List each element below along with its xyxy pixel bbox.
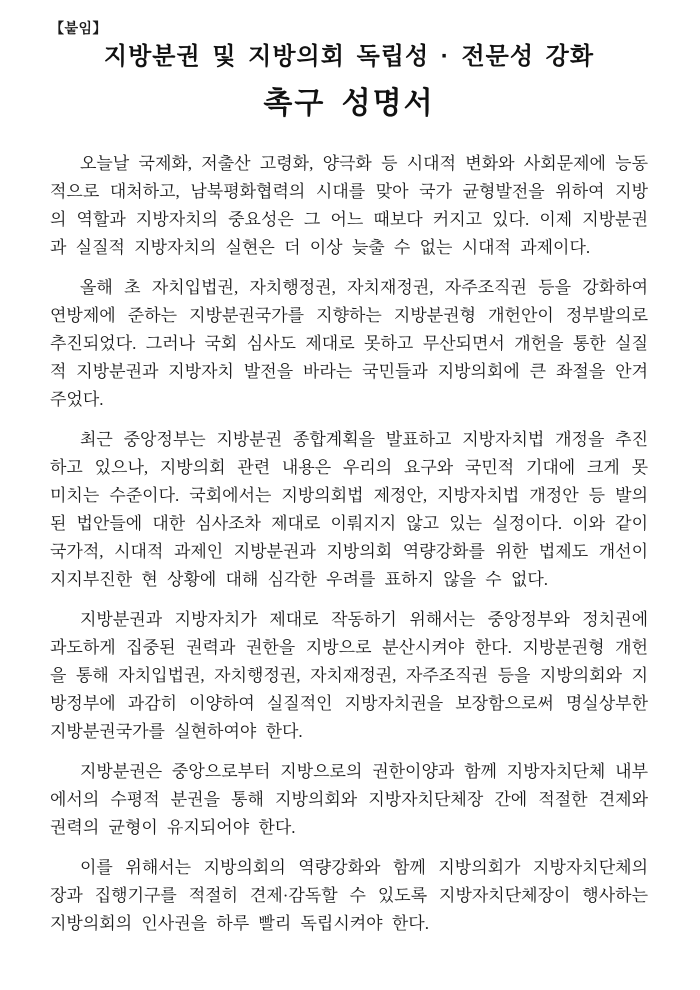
paragraph-5: 지방분권은 중앙으로부터 지방으로의 권한이양과 함께 지방자치단체 내부에서의 수평적 분권을 통해 지방의회와 지방자치단체장 간에 적절한 견제와 권력의 균형이 유지되어야 한다. <box>50 762 648 837</box>
document-title-line1: 지방분권 및 지방의회 독립성 · 전문성 강화 <box>103 43 595 70</box>
paragraph-3: 최근 중앙정부는 지방분권 종합계획을 발표하고 지방자치법 개정을 추진하고 있으나, 지방의회 관련 내용은 우리의 요구와 국민적 기대에 크게 못 미치는 수준이다. 국회에서는 지방의회법 제정안, 지방자치법 개정안 등 발의된 법안들에 대한 심사조차 제대로 이뤄지지 않고 있는 실정이다. 이와 같이 국가적, 시대적 과제인 지방분권과 지방의회 역량강화를 위한 법제도 개선이 지지부진한 현 상황에 대해 심각한 우려를 표하지 않을 수 없다. <box>50 430 648 589</box>
document-title-line2: 촉구 성명서 <box>263 87 435 120</box>
paragraph-1: 오늘날 국제화, 저출산 고령화, 양극화 등 시대적 변화와 사회문제에 능동적으로 대처하고, 남북평화협력의 시대를 맞아 국가 균형발전을 위하여 지방의 역할과 지방자치의 중요성은 그 어느 때보다 커지고 있다. 이제 지방분권과 실질적 지방자치의 실현은 더 이상 늦출 수 없는 시대적 과제이다. <box>50 154 648 257</box>
paragraph-4: 지방분권과 지방자치가 제대로 작동하기 위해서는 중앙정부와 정치권에 과도하게 집중된 권력과 권한을 지방으로 분산시켜야 한다. 지방분권형 개헌을 통해 자치입법권, 자치행정권, 자치재정권, 자주조직권 등을 지방의회와 지방정부에 과감히 이양하여 실질적인 지방자치권을 보장함으로써 명실상부한 지방분권국가를 실현하여야 한다. <box>50 610 648 741</box>
attachment-label: 【붙임】 <box>50 20 108 36</box>
paragraph-2: 올해 초 자치입법권, 자치행정권, 자치재정권, 자주조직권 등을 강화하여 연방제에 준하는 지방분권국가를 지향하는 지방분권형 개헌안이 정부발의로 추진되었다. 그러나 국회 심사도 제대로 못하고 무산되면서 개헌을 통한 실질적 지방분권과 지방자치 발전을 바라는 국민들과 지방의회에 큰 좌절을 안겨주었다. <box>50 278 648 409</box>
paragraph-6: 이를 위해서는 지방의회의 역량강화와 함께 지방의회가 지방자치단체의 장과 집행기구를 적절히 견제·감독할 수 있도록 지방자치단체장이 행사하는 지방의회의 인사권을 하루 빨리 독립시켜야 한다. <box>50 858 648 933</box>
document-body <box>50 150 648 938</box>
document-title <box>50 42 648 122</box>
